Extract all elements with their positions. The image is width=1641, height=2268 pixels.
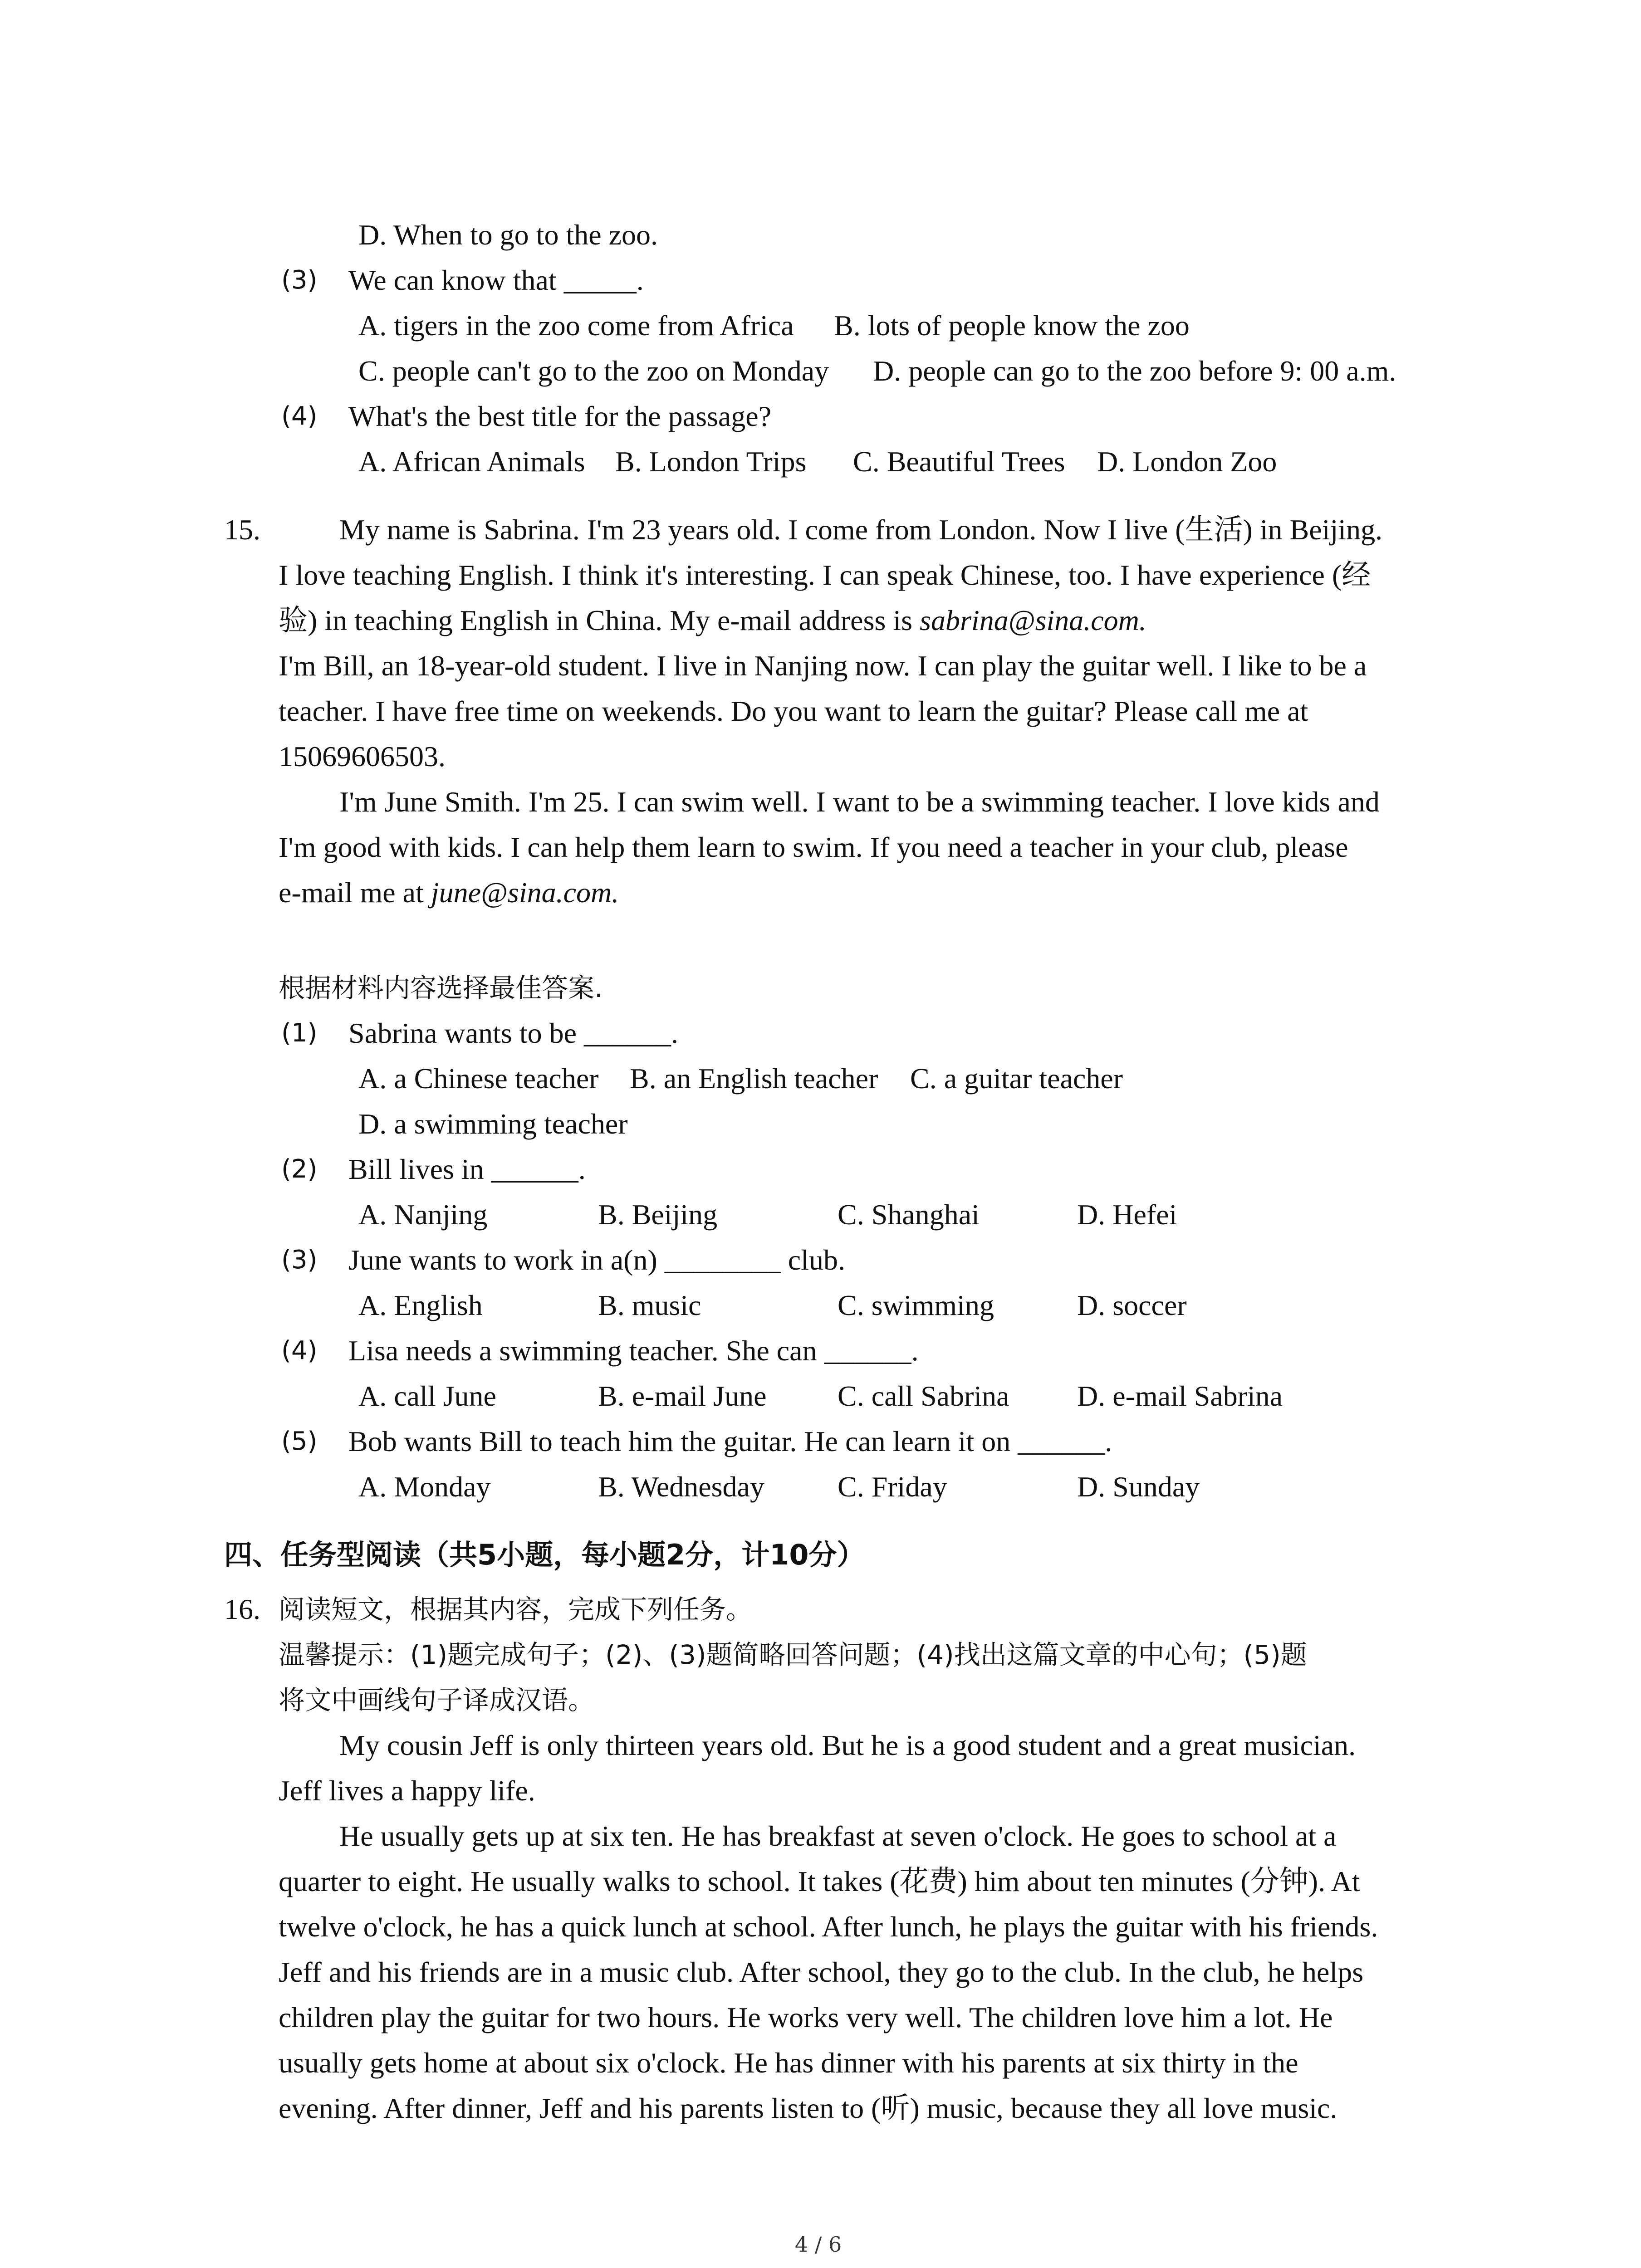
q15-sub4-opt-d: D. e-mail Sabrina bbox=[1077, 1380, 1283, 1412]
q15-p3-line3-text: e-mail me at bbox=[279, 876, 431, 909]
q14-sub3-opt-a: A. tigers in the zoo come from Africa bbox=[358, 309, 794, 342]
q16-number: 16. bbox=[224, 1593, 260, 1625]
q15-sub2-opt-d: D. Hefei bbox=[1077, 1198, 1177, 1231]
q15-sub1-opt-d: D. a swimming teacher bbox=[358, 1108, 628, 1140]
q15-sub3-opt-c: C. swimming bbox=[838, 1289, 994, 1321]
section-4-heading: 四、任务型阅读（共5小题，每小题2分，计10分） bbox=[224, 1538, 865, 1571]
q15-sub2-stem: Bill lives in ______. bbox=[348, 1153, 586, 1185]
q15-sub3-opt-a: A. English bbox=[358, 1289, 483, 1321]
q16-p1-line2: Jeff lives a happy life. bbox=[279, 1774, 535, 1807]
q16-p2-line5: children play the guitar for two hours. He works very well. The children love him a lot. He bbox=[279, 2001, 1333, 2033]
q15-sub5-opt-a: A. Monday bbox=[358, 1471, 491, 1503]
q14-sub4-opt-d: D. London Zoo bbox=[1097, 445, 1277, 478]
q14-sub4-opt-b: B. London Trips bbox=[615, 445, 807, 478]
q15-p1-line2: I love teaching English. I think it's interesting. I can speak Chinese, too. I have experience (经 bbox=[279, 559, 1371, 591]
q16-p2-line4: Jeff and his friends are in a music club. After school, they go to the club. In the club, he helps bbox=[279, 1956, 1364, 1988]
q15-sub2-number: (2) bbox=[281, 1154, 318, 1184]
q15-sub5-opt-d: D. Sunday bbox=[1077, 1471, 1200, 1503]
q15-p1-line1: My name is Sabrina. I'm 23 years old. I come from London. Now I live (生活) in Beijing. bbox=[339, 513, 1383, 546]
q15-number: 15. bbox=[224, 513, 260, 546]
q14-sub3-number: (3) bbox=[281, 265, 318, 295]
q16-p2-line3: twelve o'clock, he has a quick lunch at school. After lunch, he plays the guitar with his friends. bbox=[279, 1911, 1378, 1943]
q14-sub3-opt-c: C. people can't go to the zoo on Monday bbox=[358, 355, 829, 387]
q15-sub4-opt-a: A. call June bbox=[358, 1380, 496, 1412]
q16-tip-line1: 温馨提示：(1)题完成句子；(2)、(3)题简略回答问题；(4)找出这篇文章的中心句；(5)题 bbox=[279, 1639, 1307, 1670]
q15-p1-line3-text: 验) in teaching English in China. My e-mail address is bbox=[279, 604, 920, 636]
q15-sub1-opt-b: B. an English teacher bbox=[630, 1062, 878, 1095]
q14-sub4-number: (4) bbox=[281, 401, 318, 431]
q15-p3-line1: I'm June Smith. I'm 25. I can swim well. I want to be a swimming teacher. I love kids and bbox=[339, 786, 1380, 818]
q15-sub3-number: (3) bbox=[281, 1245, 318, 1275]
q15-sub4-number: (4) bbox=[281, 1336, 318, 1365]
q15-instruction: 根据材料内容选择最佳答案. bbox=[279, 973, 603, 1003]
q15-sub2-opt-c: C. Shanghai bbox=[838, 1198, 980, 1231]
q15-sub5-number: (5) bbox=[281, 1427, 318, 1456]
q14-sub3-opt-d: D. people can go to the zoo before 9: 00 a.m. bbox=[873, 355, 1396, 387]
q16-tip-line2: 将文中画线句子译成汉语。 bbox=[279, 1685, 595, 1716]
q15-sub4-stem: Lisa needs a swimming teacher. She can ______. bbox=[348, 1334, 919, 1367]
q15-sub5-stem: Bob wants Bill to teach him the guitar. He can learn it on ______. bbox=[348, 1425, 1112, 1457]
q15-p3-line3 bbox=[279, 870, 619, 915]
q15-p3-line2: I'm good with kids. I can help them learn to swim. If you need a teacher in your club, please bbox=[279, 831, 1348, 863]
q14-sub3-stem: We can know that _____. bbox=[348, 264, 644, 296]
page-number: 4 / 6 bbox=[795, 2232, 842, 2257]
q15-sub1-opt-a: A. a Chinese teacher bbox=[358, 1062, 599, 1095]
q15-sub5-opt-b: B. Wednesday bbox=[598, 1471, 764, 1503]
q16-p2-line7: evening. After dinner, Jeff and his parents listen to (听) music, because they all love music. bbox=[279, 2092, 1337, 2124]
q14-opt-d-prev: D. When to go to the zoo. bbox=[358, 219, 658, 251]
q15-june-email: june@sina.com. bbox=[431, 876, 619, 909]
q15-sub5-opt-c: C. Friday bbox=[838, 1471, 947, 1503]
q15-sub4-opt-b: B. e-mail June bbox=[598, 1380, 767, 1412]
q14-sub4-opt-c: C. Beautiful Trees bbox=[853, 445, 1065, 478]
q15-sub1-number: (1) bbox=[281, 1018, 318, 1048]
q15-sub3-opt-d: D. soccer bbox=[1077, 1289, 1187, 1321]
q15-p2-line3: 15069606503. bbox=[279, 740, 446, 772]
q16-instruction: 阅读短文，根据其内容，完成下列任务。 bbox=[279, 1594, 753, 1625]
q14-sub3-opt-b: B. lots of people know the zoo bbox=[834, 309, 1190, 342]
q15-sub2-opt-b: B. Beijing bbox=[598, 1198, 718, 1231]
q14-sub4-stem: What's the best title for the passage? bbox=[348, 400, 772, 432]
q15-p2-line1: I'm Bill, an 18-year-old student. I live in Nanjing now. I can play the guitar well. I like to be a bbox=[279, 650, 1367, 682]
q14-sub4-opt-a: A. African Animals bbox=[358, 445, 585, 478]
q16-p2-line2: quarter to eight. He usually walks to school. It takes (花费) him about ten minutes (分钟). At bbox=[279, 1865, 1360, 1897]
q15-sub4-opt-c: C. call Sabrina bbox=[838, 1380, 1009, 1412]
q15-sub1-stem: Sabrina wants to be ______. bbox=[348, 1017, 678, 1049]
q15-sabrina-email: sabrina@sina.com. bbox=[920, 604, 1146, 636]
q16-p2-line6: usually gets home at about six o'clock. He has dinner with his parents at six thirty in the bbox=[279, 2047, 1298, 2079]
q15-p1-line3 bbox=[279, 598, 1146, 643]
q15-sub3-stem: June wants to work in a(n) ________ club. bbox=[348, 1244, 845, 1276]
q16-p2-line1: He usually gets up at six ten. He has breakfast at seven o'clock. He goes to school at a bbox=[339, 1820, 1337, 1852]
q15-sub2-opt-a: A. Nanjing bbox=[358, 1198, 488, 1231]
q15-p2-line2: teacher. I have free time on weekends. Do you want to learn the guitar? Please call me at bbox=[279, 695, 1308, 727]
q15-sub1-opt-c: C. a guitar teacher bbox=[910, 1062, 1123, 1095]
q16-p1-line1: My cousin Jeff is only thirteen years old. But he is a good student and a great musician. bbox=[339, 1729, 1356, 1761]
q15-sub3-opt-b: B. music bbox=[598, 1289, 701, 1321]
